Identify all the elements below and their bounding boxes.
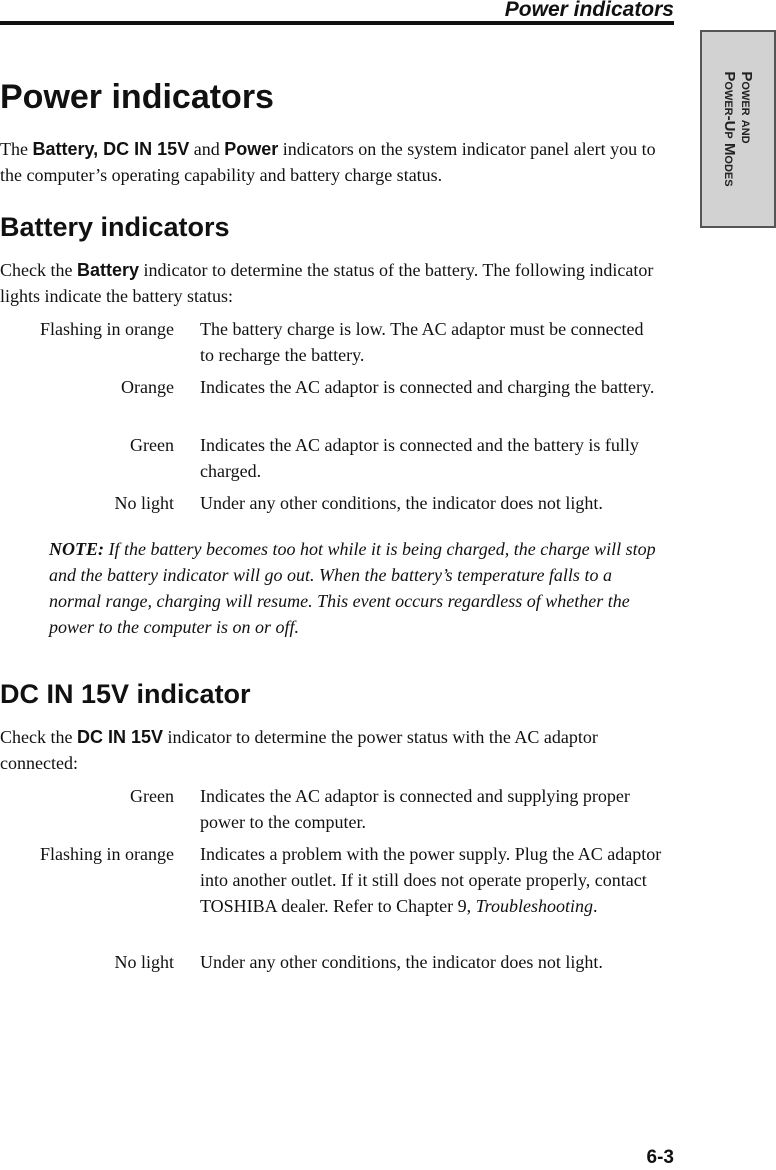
definition-description: Under any other conditions, the indicator does not light. (200, 952, 603, 972)
definition-term: Flashing in orange (40, 319, 174, 339)
chapter-side-tab-label (721, 71, 755, 186)
definition-term: Orange (121, 377, 174, 397)
definition-term: Flashing in orange (40, 844, 174, 864)
definition-term: No light (114, 952, 174, 972)
note-label: NOTE: (49, 539, 104, 559)
definition-description: Indicates the AC adaptor is connected and the battery is fully charged. (200, 435, 639, 481)
intro-bold-1: Battery, DC IN 15V (32, 139, 190, 159)
dcin-intro-bold: DC IN 15V (76, 727, 164, 747)
battery-note (49, 536, 664, 640)
intro-text-1: The (0, 139, 33, 159)
description-text-1: Indicates a problem with the power supply. Plug the AC adaptor into another outlet. If it still does not operate properly, contact TOSHIBA dealer. Refer to Chapter 9, (200, 844, 662, 916)
side-tab-line-1: Power and (738, 71, 755, 144)
battery-intro-bold: Battery (76, 260, 140, 280)
note-text: If the battery becomes too hot while it is being charged, the charge will stop and the battery indicator will go out. When the battery’s temperature falls to a normal range, charging will resume. This event occurs regardless of whether the power to the computer is on or off. (49, 539, 656, 637)
chapter-reference: Troubleshooting (475, 896, 593, 916)
battery-intro-paragraph (0, 257, 670, 309)
intro-bold-2: Power (224, 139, 279, 159)
battery-intro-text-1: Check the (0, 260, 77, 280)
definition-description: Under any other conditions, the indicator does not light. (200, 493, 603, 513)
header-rule (0, 21, 674, 25)
definition-description: The battery charge is low. The AC adaptor must be connected to recharge the battery. (200, 319, 644, 365)
definition-term: Green (130, 435, 174, 455)
side-tab-line-2: Power-Up Modes (721, 71, 738, 187)
battery-intro-text-2: indicator to determine the status of the battery. The following indicator lights indicate the battery status: (0, 260, 654, 306)
page-number: 6-3 (646, 1147, 674, 1168)
definition-description (200, 841, 662, 919)
definition-description: Indicates the AC adaptor is connected and supplying proper power to the computer. (200, 786, 630, 832)
dcin-intro-paragraph (0, 724, 670, 776)
definition-description: Indicates the AC adaptor is connected and charging the battery. (200, 377, 655, 397)
definition-term: No light (114, 493, 174, 513)
dcin-intro-text-1: Check the (0, 727, 77, 747)
running-header-title: Power indicators (504, 0, 674, 21)
dcin-intro-text-2: indicator to determine the power status with the AC adaptor connected: (0, 727, 598, 773)
intro-text-3: indicators on the system indicator panel alert you to the computer’s operating capability and battery charge status. (0, 139, 656, 185)
dcin-section-heading: DC IN 15V indicator (0, 679, 251, 709)
battery-section-heading: Battery indicators (0, 212, 230, 242)
intro-text-2: and (189, 139, 225, 159)
chapter-side-tab (700, 30, 776, 228)
page-title: Power indicators (0, 78, 274, 116)
description-text-2: . (592, 896, 598, 916)
definition-term: Green (130, 786, 174, 806)
intro-paragraph (0, 136, 670, 188)
